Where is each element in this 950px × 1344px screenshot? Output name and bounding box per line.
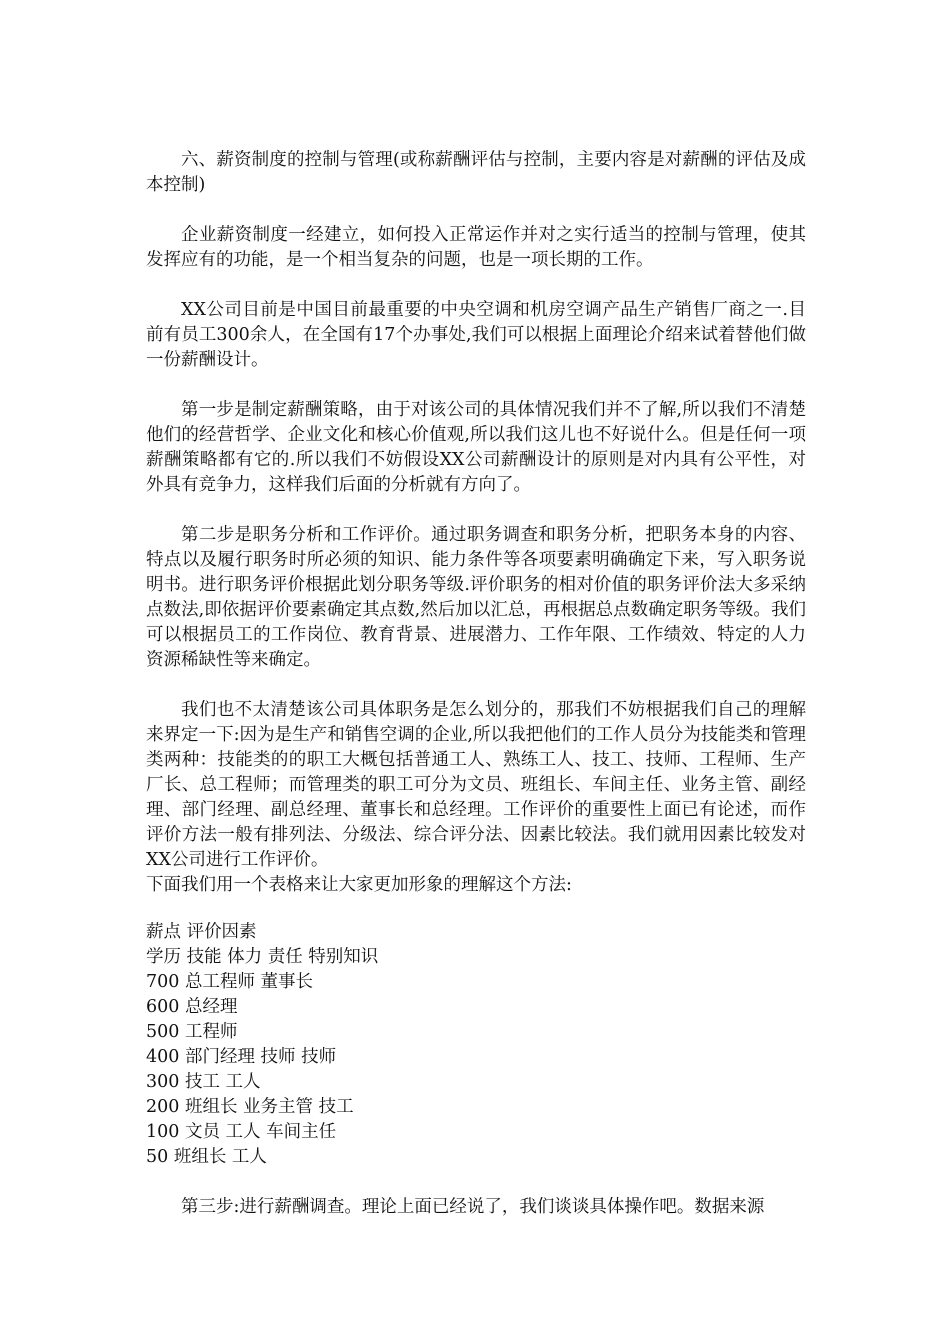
paragraph-intro: 企业薪资制度一经建立，如何投入正常运作并对之实行适当的控制与管理，使其发挥应有的功能，是一个相当复杂的问题，也是一项长期的工作。 <box>146 225 806 270</box>
table-line: 600 总经理 <box>146 997 238 1017</box>
paragraph-company: XX公司目前是中国目前最重要的中央空调和机房空调产品生产销售厂商之一.目前有员工300余人，在全国有17个办事处,我们可以根据上面理论介绍来试着替他们做一份薪酬设计。 <box>146 300 806 370</box>
table-line: 300 技工 工人 <box>146 1072 261 1092</box>
table-line: 200 班组长 业务主管 技工 <box>146 1097 354 1117</box>
table-line: 400 部门经理 技师 技师 <box>146 1047 337 1067</box>
table-line: 500 工程师 <box>146 1022 238 1042</box>
evaluation-table <box>146 920 646 1170</box>
section-heading: 六、薪资制度的控制与管理(或称薪酬评估与控制，主要内容是对薪酬的评估及成本控制) <box>146 150 806 195</box>
paragraph-step3: 第三步:进行薪酬调查。理论上面已经说了，我们谈谈具体操作吧。数据来源 <box>181 1197 765 1217</box>
table-line: 学历 技能 体力 责任 特别知识 <box>146 947 379 967</box>
table-line: 100 文员 工人 车间主任 <box>146 1122 337 1142</box>
paragraph-job-classification: 我们也不太清楚该公司具体职务是怎么划分的，那我们不妨根据我们自己的理解来界定一下:因为是生产和销售空调的企业,所以我把他们的工作人员分为技能类和管理类两种：技能类的的职工大概包括普通工人、熟练工人、技工、技师、工程师、生产厂长、总工程师；而管理类的职工可分为文员、班组长、车间主任、业务主管、副经理、部门经理、副总经理、董事长和总经理。工作评价的重要性上面已有论述，而作评价方法一般有排列法、分级法、综合评分法、因素比较法。我们就用因素比较发对XX公司进行工作评价。 <box>146 700 806 870</box>
paragraph-step1: 第一步是制定薪酬策略，由于对该公司的具体情况我们并不了解,所以我们不清楚他们的经营哲学、企业文化和核心价值观,所以我们这儿也不好说什么。但是任何一项薪酬策略都有它的.所以我们不妨假设XX公司薪酬设计的原则是对内具有公平性，对外具有竞争力，这样我们后面的分析就有方向了。 <box>146 400 806 495</box>
paragraph-table-intro: 下面我们用一个表格来让大家更加形象的理解这个方法: <box>146 875 572 895</box>
table-line: 50 班组长 工人 <box>146 1147 267 1167</box>
table-line: 薪点 评价因素 <box>146 922 257 942</box>
table-line: 700 总工程师 董事长 <box>146 972 314 992</box>
paragraph-step2: 第二步是职务分析和工作评价。通过职务调查和职务分析，把职务本身的内容、特点以及履行职务时所必须的知识、能力条件等各项要素明确确定下来，写入职务说明书。进行职务评价根据此划分职务等级.评价职务的相对价值的职务评价法大多采纳点数法,即依据评价要素确定其点数,然后加以汇总，再根据总点数确定职务等级。我们可以根据员工的工作岗位、教育背景、进展潜力、工作年限、工作绩效、特定的人力资源稀缺性等来确定。 <box>146 525 806 670</box>
